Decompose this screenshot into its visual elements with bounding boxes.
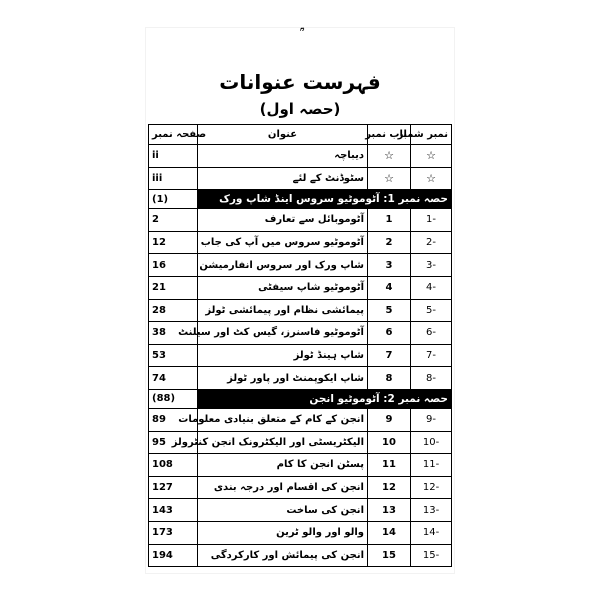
page-title: فہرست عنوانات: [219, 70, 381, 94]
table-row: [149, 544, 452, 567]
chapter-cell: 6: [368, 322, 411, 345]
page-cell: 74: [149, 367, 198, 390]
table-row: [149, 408, 452, 431]
title-cell: سٹوڈنٹ کے لئے: [198, 167, 368, 190]
page-cell: 53: [149, 344, 198, 367]
part-heading-row: [149, 190, 452, 209]
page-cell: 12: [149, 231, 198, 254]
table-row: [149, 167, 452, 190]
serial-cell: -6: [411, 322, 452, 345]
serial-cell: -15: [411, 544, 452, 567]
chapter-cell: 14: [368, 521, 411, 544]
page-cell: ii: [149, 145, 198, 168]
serial-cell: -7: [411, 344, 452, 367]
page-cell: 95: [149, 431, 198, 454]
serial-cell: -10: [411, 431, 452, 454]
serial-cell: -11: [411, 454, 452, 477]
table-row: [149, 344, 452, 367]
chapter-cell: 1: [368, 209, 411, 232]
chapter-cell: 10: [368, 431, 411, 454]
table-row: [149, 476, 452, 499]
page-cell: 194: [149, 544, 198, 567]
header-row: [149, 125, 452, 145]
contents-table: [148, 124, 452, 567]
serial-cell: ☆: [411, 145, 452, 168]
page-cell: 38: [149, 322, 198, 345]
title-cell: انجن کی اقسام اور درجہ بندی: [198, 476, 368, 499]
contents-body: [149, 145, 452, 567]
chapter-cell: 13: [368, 499, 411, 522]
table-row: [149, 231, 452, 254]
chapter-cell: ☆: [368, 145, 411, 168]
table-row: [149, 322, 452, 345]
table-row: [149, 299, 452, 322]
serial-cell: -9: [411, 408, 452, 431]
chapter-cell: 8: [368, 367, 411, 390]
serial-cell: -5: [411, 299, 452, 322]
part-heading: حصہ نمبر 2: آٹوموٹیو انجن: [198, 389, 452, 408]
chapter-cell: 5: [368, 299, 411, 322]
table-row: [149, 254, 452, 277]
title-cell: انجن کی ساخت: [198, 499, 368, 522]
table-row: [149, 454, 452, 477]
page-cell: 173: [149, 521, 198, 544]
table-row: [149, 499, 452, 522]
page-cell: iii: [149, 167, 198, 190]
page-cell: 143: [149, 499, 198, 522]
serial-cell: -4: [411, 276, 452, 299]
part-heading-row: [149, 389, 452, 408]
top-mark: [294, 28, 306, 42]
chapter-cell: 4: [368, 276, 411, 299]
chapter-cell: 9: [368, 408, 411, 431]
title-cell: آٹوموٹیو شاپ سیفٹی: [198, 276, 368, 299]
page-cell: 2: [149, 209, 198, 232]
page-cell: 89: [149, 408, 198, 431]
chapter-cell: 7: [368, 344, 411, 367]
header-chapter: باب نمبر: [368, 125, 411, 145]
chapter-cell: 11: [368, 454, 411, 477]
page-cell: 127: [149, 476, 198, 499]
table-row: [149, 367, 452, 390]
chapter-cell: 15: [368, 544, 411, 567]
title-cell: دیباچہ: [198, 145, 368, 168]
page-cell: 21: [149, 276, 198, 299]
title-cell: انجن کی پیمائش اور کارکردگی: [198, 544, 368, 567]
header-serial: نمبر شمار: [411, 125, 452, 145]
part-page: (1): [149, 190, 198, 209]
serial-cell: -13: [411, 499, 452, 522]
table-row: [149, 209, 452, 232]
title-cell: انجن کے کام کے متعلق بنیادی معلومات: [198, 408, 368, 431]
title-cell: آٹوموٹیو فاسنرز، گیس کٹ اور سیلنٹ: [198, 322, 368, 345]
table-row: [149, 145, 452, 168]
title-cell: پیمائشی نظام اور پیمائشی ٹولز: [198, 299, 368, 322]
header-title: عنوان: [198, 125, 368, 145]
serial-cell: -1: [411, 209, 452, 232]
title-cell: آٹوموبائل سے تعارف: [198, 209, 368, 232]
title-cell: شاپ ہینڈ ٹولز: [198, 344, 368, 367]
page-cell: 108: [149, 454, 198, 477]
serial-cell: -14: [411, 521, 452, 544]
header-page: صفحہ نمبر: [149, 125, 198, 145]
title-cell: الیکٹریسٹی اور الیکٹرونک انجن کنٹرولز: [198, 431, 368, 454]
title-cell: پسٹن انجن کا کام: [198, 454, 368, 477]
part-heading: حصہ نمبر 1: آٹوموٹیو سروس اینڈ شاپ ورک: [198, 190, 452, 209]
title-cell: شاپ ایکوپمنٹ اور پاور ٹولز: [198, 367, 368, 390]
part-page: (88): [149, 389, 198, 408]
title-cell: شاپ ورک اور سروس انفارمیشن: [198, 254, 368, 277]
serial-cell: -2: [411, 231, 452, 254]
serial-cell: ☆: [411, 167, 452, 190]
chapter-cell: ☆: [368, 167, 411, 190]
chapter-cell: 3: [368, 254, 411, 277]
page-subtitle: (حصہ اول): [259, 100, 341, 118]
table-row: [149, 276, 452, 299]
serial-cell: -12: [411, 476, 452, 499]
chapter-cell: 2: [368, 231, 411, 254]
title-cell: والو اور والو ٹرین: [198, 521, 368, 544]
table-row: [149, 431, 452, 454]
table-row: [149, 521, 452, 544]
serial-cell: -8: [411, 367, 452, 390]
page-cell: 16: [149, 254, 198, 277]
title-cell: آٹوموٹیو سروس میں آپ کی جاب: [198, 231, 368, 254]
chapter-cell: 12: [368, 476, 411, 499]
page-cell: 28: [149, 299, 198, 322]
serial-cell: -3: [411, 254, 452, 277]
book-page: [146, 28, 454, 573]
